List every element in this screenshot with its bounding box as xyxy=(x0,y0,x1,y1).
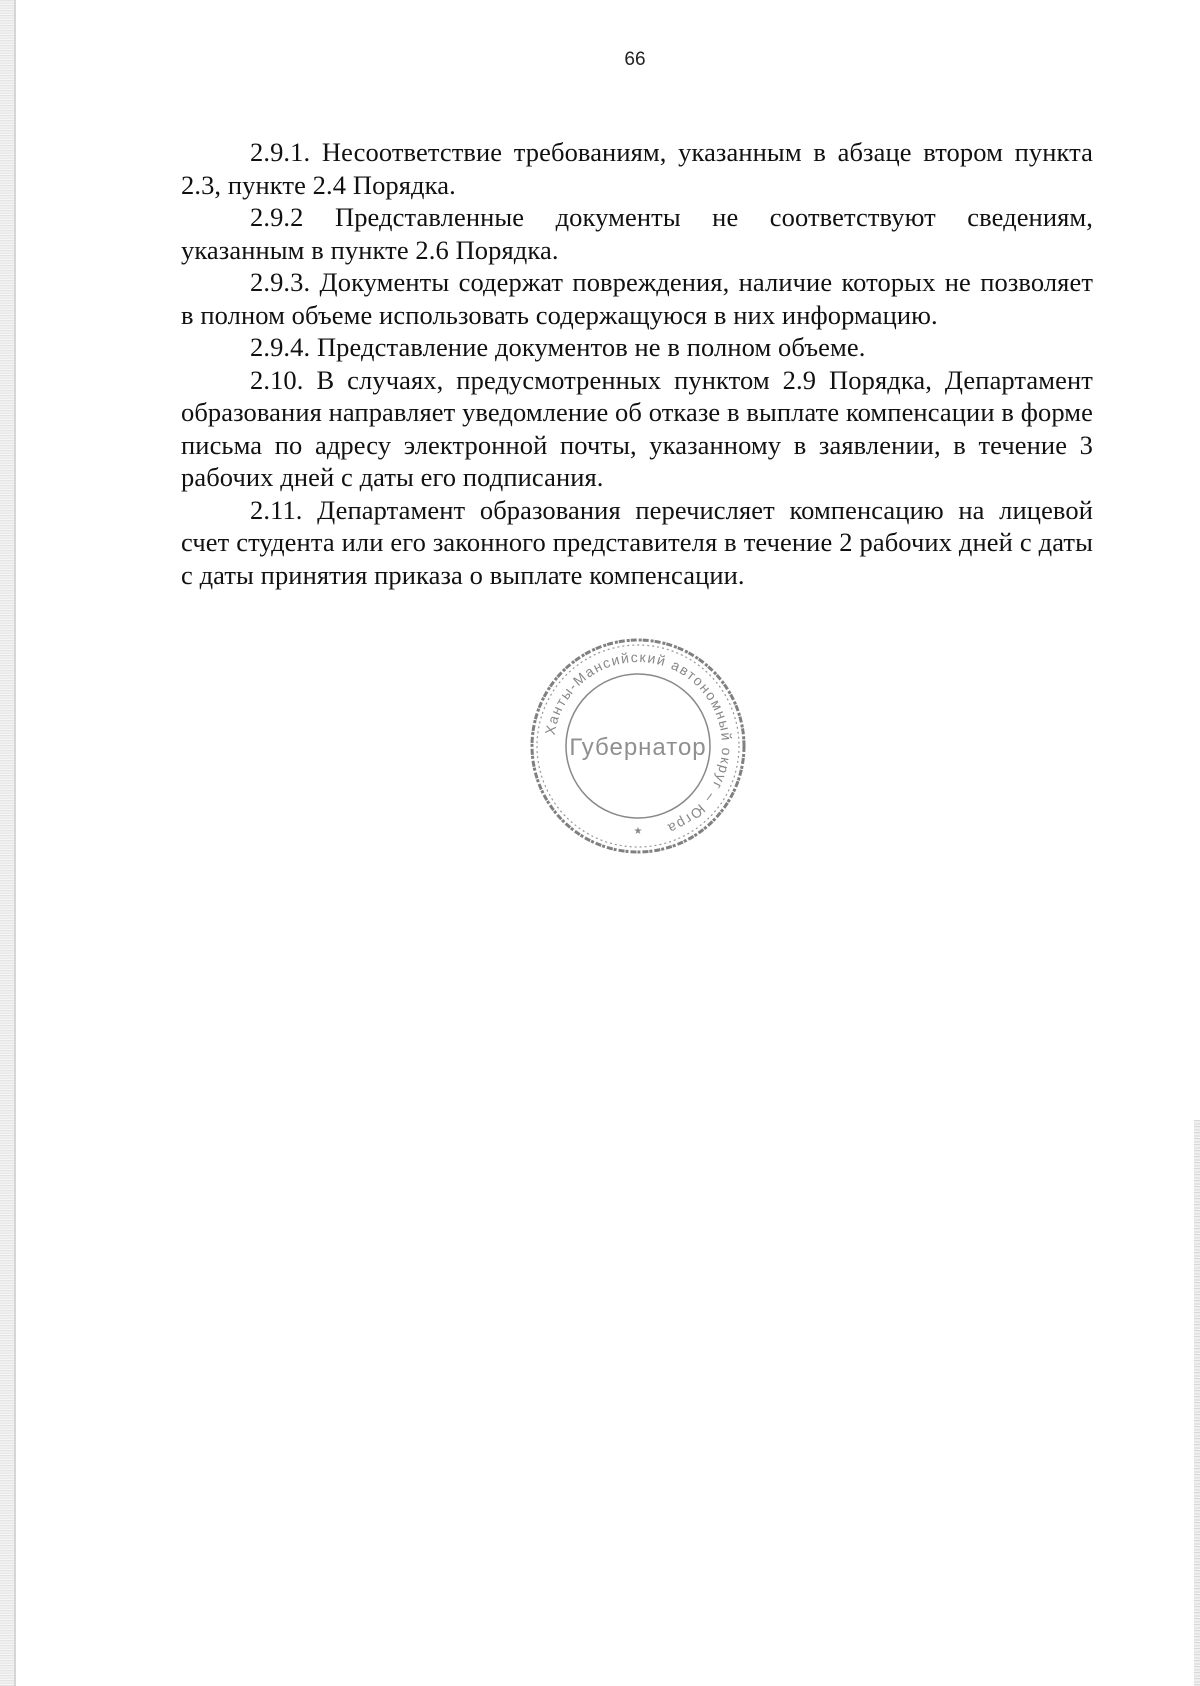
paragraph-2-11: 2.11. Департамент образования перечисляет компенсацию на лицевой счет студента или его законного представителя в течение 2 рабочих дней с даты с даты принятия приказа о выплате компенсации. xyxy=(181,494,1093,590)
page-number: 66 xyxy=(624,49,646,70)
paragraph-2-9-1: 2.9.1. Несоответствие требованиям, указанным в абзаце втором пункта 2.3, пункте 2.4 Порядка. xyxy=(181,137,1093,200)
paragraph-2-9-3: 2.9.3. Документы содержат повреждения, наличие которых не позволяет в полном объеме использовать содержащуюся в них информацию. xyxy=(181,267,1093,330)
paragraph-2-9-4: 2.9.4. Представление документов не в полном объеме. xyxy=(250,332,866,362)
seal-graphic xyxy=(526,636,750,856)
seal-center-text: Губернатор xyxy=(569,734,707,761)
paragraph-2-10: 2.10. В случаях, предусмотренных пунктом 2.9 Порядка, Департамент образования направляет уведомление об отказе в выплате компенсации в форме письма по адресу электронной почты, указанному в заявлении, в течение 3 рабочих дней с даты его подписания. xyxy=(181,364,1093,492)
paragraph-2-9-2: 2.9.2 Представленные документы не соответствуют сведениям, указанным в пункте 2.6 Порядка. xyxy=(181,202,1093,265)
document-body xyxy=(181,136,1093,591)
seal-star-icon: ★ xyxy=(633,826,643,837)
scan-edge-left xyxy=(0,0,16,1686)
seal-ring-textpath: Ханты-Мансийский автономный округ – Югра xyxy=(541,648,736,838)
official-seal-stamp xyxy=(526,636,750,856)
scan-edge-right xyxy=(1194,1120,1200,1686)
